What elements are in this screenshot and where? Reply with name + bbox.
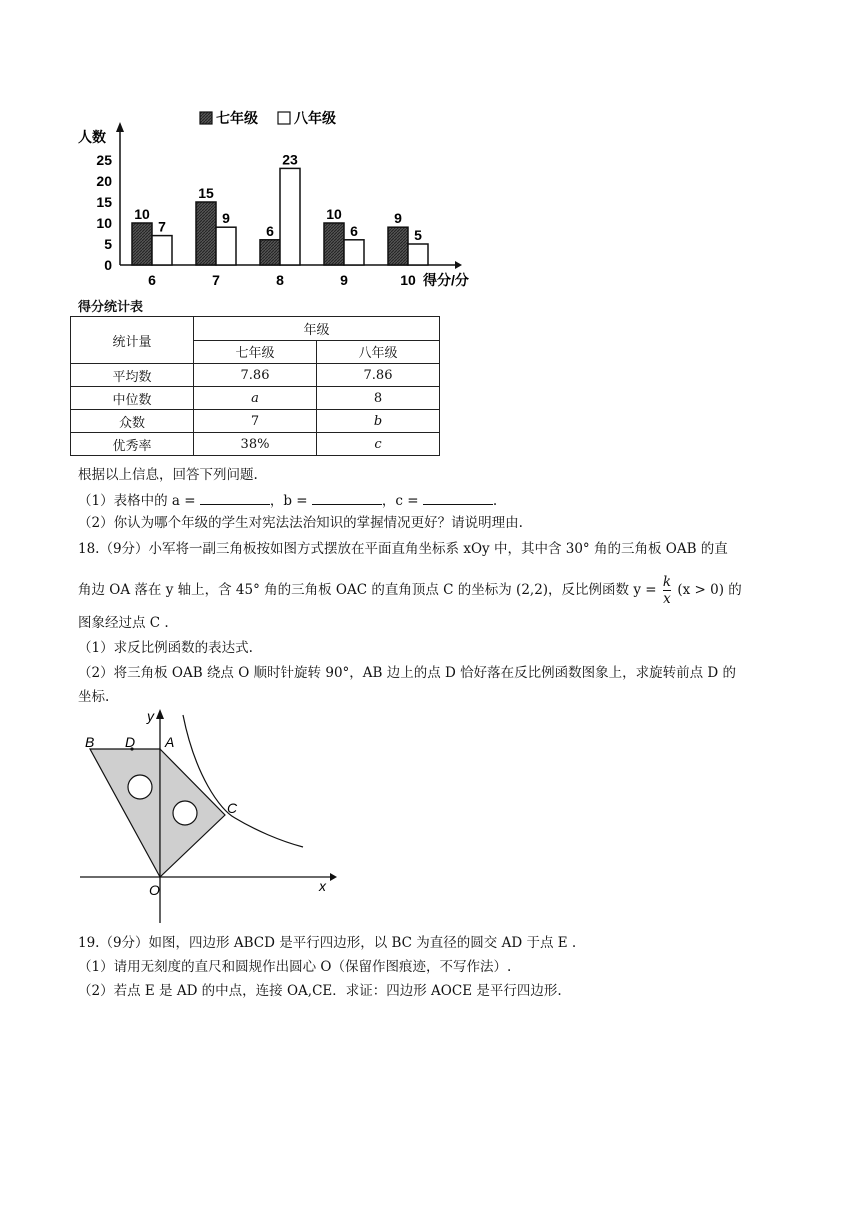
label-y: y bbox=[147, 708, 154, 724]
bar bbox=[216, 227, 236, 265]
cell: a bbox=[194, 387, 317, 410]
y-tick-label: 5 bbox=[104, 236, 112, 252]
cell: 7 bbox=[194, 410, 317, 433]
q19-part1: （1）请用无刻度的直尺和圆规作出圆心 O（保留作图痕迹，不写作法）. bbox=[78, 959, 512, 975]
table-row bbox=[71, 387, 440, 410]
data-label: 9 bbox=[222, 210, 230, 227]
label-b: ，b = bbox=[269, 493, 312, 509]
fraction bbox=[663, 574, 671, 607]
legend-label: 七年级 bbox=[216, 110, 258, 126]
period: . bbox=[492, 493, 498, 509]
row-label: 众数 bbox=[71, 410, 194, 433]
question-17-2: （2）你认为哪个年级的学生对宪法法治知识的掌握情况更好？请说明理由. bbox=[78, 515, 523, 531]
bar bbox=[280, 168, 300, 265]
table-row bbox=[71, 433, 440, 456]
cell: 8 bbox=[317, 387, 440, 410]
table-row bbox=[71, 364, 440, 387]
row-label: 平均数 bbox=[71, 364, 194, 387]
bar bbox=[152, 236, 172, 265]
legend-swatch bbox=[200, 112, 212, 124]
y-tick-label: 10 bbox=[96, 215, 112, 231]
x-arrow-icon bbox=[330, 873, 337, 881]
score-bar-chart bbox=[70, 100, 490, 295]
label-D: D bbox=[125, 734, 136, 750]
bar bbox=[196, 202, 216, 265]
cell: 7.86 bbox=[194, 364, 317, 387]
y-axis-label: 人数 bbox=[78, 129, 106, 145]
label-A: A bbox=[165, 734, 175, 750]
y-arrow-icon bbox=[156, 709, 164, 719]
legend-swatch bbox=[278, 112, 290, 124]
x-tick-label: 9 bbox=[340, 272, 348, 288]
label-O: O bbox=[149, 882, 160, 898]
hole-circle bbox=[128, 775, 152, 799]
header-grade: 年级 bbox=[194, 317, 440, 341]
y-tick-label: 0 bbox=[104, 257, 112, 273]
y-tick-label: 25 bbox=[96, 152, 112, 168]
blank-a bbox=[200, 490, 270, 505]
data-label: 6 bbox=[350, 222, 358, 239]
coordinate-figure bbox=[75, 705, 340, 925]
blank-b bbox=[312, 490, 382, 505]
bar bbox=[388, 227, 408, 265]
header-grade7: 七年级 bbox=[194, 340, 317, 364]
x-arrow-icon bbox=[455, 261, 462, 269]
x-tick-label: 6 bbox=[148, 272, 156, 288]
y-tick-label: 20 bbox=[96, 173, 112, 189]
y-arrow-icon bbox=[116, 122, 124, 132]
question-17-1 bbox=[78, 490, 497, 510]
q19-line1: 19.（9分）如图，四边形 ABCD 是平行四边形，以 BC 为直径的圆交 AD 于点 E . bbox=[78, 935, 577, 951]
intro-line: 根据以上信息，回答下列问题. bbox=[78, 467, 258, 483]
label-a: （1）表格中的 a = bbox=[78, 493, 200, 509]
bar bbox=[408, 244, 428, 265]
fraction-den: x bbox=[663, 591, 671, 607]
cell: c bbox=[317, 433, 440, 456]
header-grade8: 八年级 bbox=[317, 340, 440, 364]
label-x: x bbox=[319, 878, 326, 894]
triangle-OAB bbox=[90, 749, 160, 877]
data-label: 5 bbox=[414, 227, 422, 243]
hole-circle bbox=[173, 801, 197, 825]
score-stats-table bbox=[70, 316, 440, 456]
fraction-num: k bbox=[662, 574, 672, 590]
q18-line1: 18.（9分）小军将一副三角板按如图方式摆放在平面直角坐标系 xOy 中，其中含 30° 角的三角板 OAB 的直 bbox=[78, 541, 728, 557]
row-label: 优秀率 bbox=[71, 433, 194, 456]
label-B: B bbox=[85, 734, 95, 750]
cell: 38% bbox=[194, 433, 317, 456]
bar bbox=[324, 223, 344, 265]
data-label: 7 bbox=[158, 218, 166, 235]
bar bbox=[132, 223, 152, 265]
q18-part2: （2）将三角板 OAB 绕点 O 顺时针旋转 90°，AB 边上的点 D 恰好落在反比例函数图象上，求旋转前点 D 的 bbox=[78, 665, 737, 681]
bar bbox=[344, 240, 364, 265]
x-tick-label: 8 bbox=[276, 272, 284, 288]
table-row bbox=[71, 410, 440, 433]
blank-c bbox=[423, 490, 493, 505]
q18-line3: 图象经过点 C . bbox=[78, 615, 169, 631]
legend-label: 八年级 bbox=[294, 110, 336, 126]
q18-line2 bbox=[78, 574, 742, 607]
header-stat: 统计量 bbox=[71, 317, 194, 364]
cell: 7.86 bbox=[317, 364, 440, 387]
data-label: 10 bbox=[326, 206, 342, 222]
data-label: 23 bbox=[282, 151, 298, 168]
x-tick-label: 7 bbox=[212, 272, 220, 288]
data-label: 6 bbox=[266, 222, 274, 239]
data-label: 9 bbox=[394, 210, 402, 227]
q18-text-b: (x > 0) 的 bbox=[677, 582, 742, 598]
data-label: 15 bbox=[198, 185, 214, 201]
q18-part1: （1）求反比例函数的表达式. bbox=[78, 640, 253, 656]
q18-part2b: 坐标. bbox=[78, 689, 110, 705]
q19-part2: （2）若点 E 是 AD 的中点，连接 OA,CE．求证：四边形 AOCE 是平行四边形. bbox=[78, 983, 562, 999]
x-axis-label: 得分/分 bbox=[423, 272, 469, 288]
x-tick-label: 10 bbox=[400, 272, 416, 288]
cell: b bbox=[317, 410, 440, 433]
data-label: 10 bbox=[134, 206, 150, 222]
bar bbox=[260, 240, 280, 265]
q18-text-a: 角边 OA 落在 y 轴上，含 45° 角的三角板 OAC 的直角顶点 C 的坐标为 (2,2)，反比例函数 y = bbox=[78, 582, 657, 598]
label-c: ，c = bbox=[381, 493, 423, 509]
row-label: 中位数 bbox=[71, 387, 194, 410]
y-tick-label: 15 bbox=[96, 194, 112, 210]
label-C: C bbox=[227, 800, 238, 816]
table-caption: 得分统计表 bbox=[78, 300, 144, 315]
